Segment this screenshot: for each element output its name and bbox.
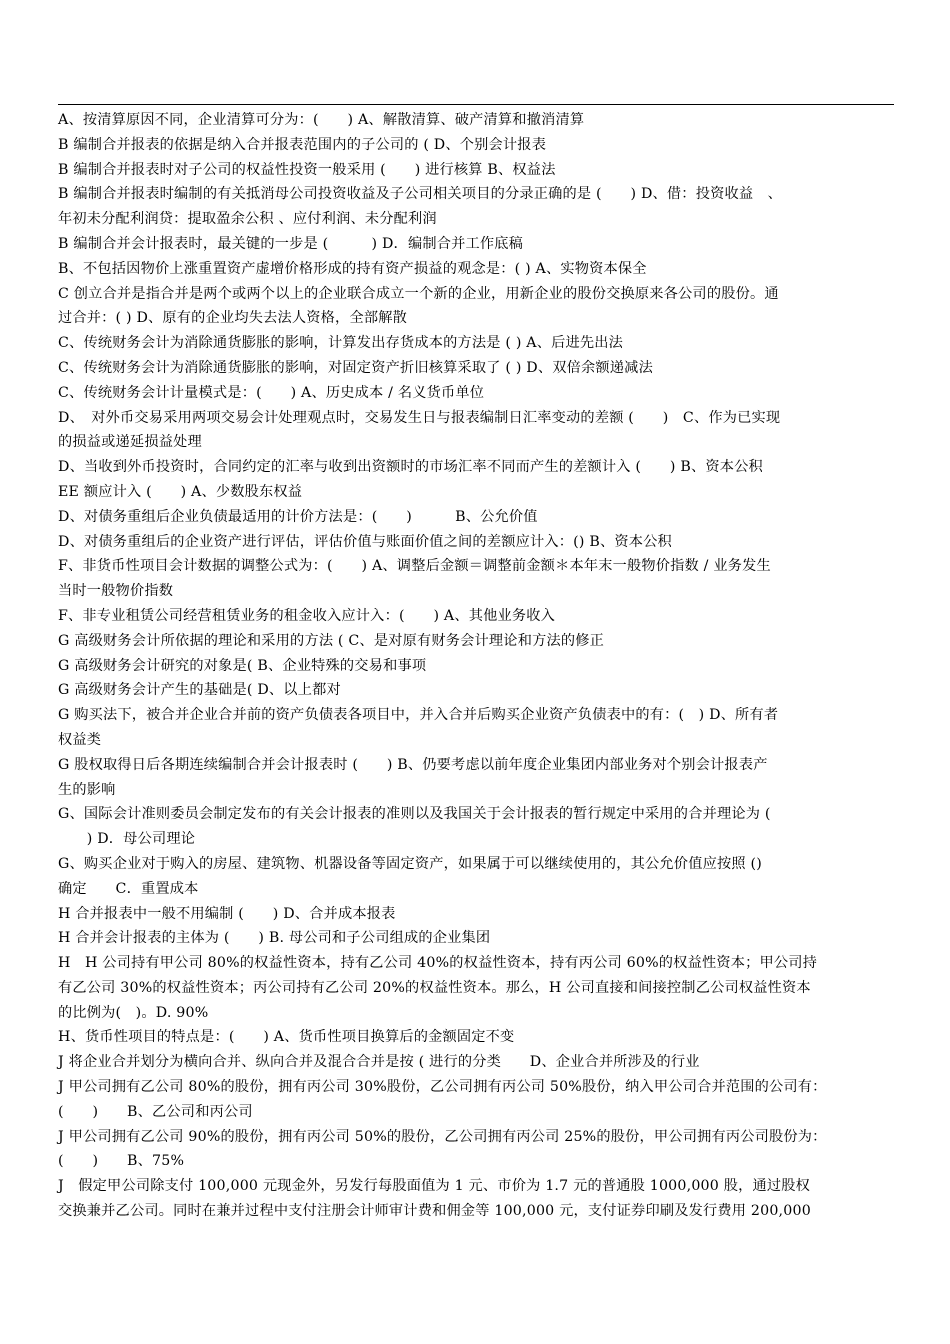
text-line: 确定 C．重置成本 bbox=[58, 880, 199, 897]
text-line: 年初未分配利润贷：提取盈余公积 、应付利润、未分配利润 bbox=[58, 211, 437, 228]
text-line: B、不包括因物价上涨重置资产虚增价格形成的持有资产损益的观念是：( ) A、实物资本保全 bbox=[58, 260, 647, 277]
text-line: 过合并：( ) D、原有的企业均失去法人资格，全部解散 bbox=[58, 310, 407, 327]
text-line: J 假定甲公司除支付 100,000 元现金外，另发行每股面值为 1 元、市价为 1.7 元的普通股 1000,000 股，通过股权 bbox=[58, 1178, 811, 1195]
text-line: EE 额应计入 ( ) A、少数股东权益 bbox=[58, 483, 303, 500]
text-line: B 编制合并报表时对子公司的权益性投资一般采用 ( ) 进行核算 B、权益法 bbox=[58, 161, 556, 178]
text-line: D、 对外币交易采用两项交易会计处理观点时，交易发生日与报表编制日汇率变动的差额 ( ) C、作为已实现 bbox=[58, 409, 781, 426]
text-line: G 购买法下，被合并企业合并前的资产负债表各项目中，并入合并后购买企业资产负债表中的有：( ) D、所有者 bbox=[58, 707, 779, 724]
text-line: H H 公司持有甲公司 80%的权益性资本，持有乙公司 40%的权益性资本，持有丙公司 60%的权益性资本；甲公司持 bbox=[58, 955, 818, 972]
text-line: B 编制合并报表的依据是纳入合并报表范围内的子公司的 ( D、个别会计报表 bbox=[58, 136, 547, 153]
text-line: ) D．母公司理论 bbox=[58, 831, 196, 848]
text-line: J 甲公司拥有乙公司 80%的股份，拥有丙公司 30%股份，乙公司拥有丙公司 50%股份，纳入甲公司合并范围的公司有： bbox=[58, 1079, 827, 1096]
text-line: A、按清算原因不同，企业清算可分为：( ) A、解散清算、破产清算和撤消清算 bbox=[58, 112, 585, 128]
text-line: J 将企业合并划分为横向合并、纵向合并及混合合并是按 ( 进行的分类 D、企业合并所涉及的行业 bbox=[58, 1054, 700, 1071]
text-line: ( ) B、75% bbox=[58, 1153, 185, 1170]
text-line: 的损益或递延损益处理 bbox=[58, 434, 202, 451]
text-line: 的比例为( )。D. 90% bbox=[58, 1004, 209, 1021]
text-line: 当时一般物价指数 bbox=[58, 583, 174, 600]
text-line: D、对债务重组后企业负债最适用的计价方法是：( ) B、公允价值 bbox=[58, 508, 538, 525]
text-line: H 合并报表中一般不用编制 ( ) D、合并成本报表 bbox=[58, 905, 396, 922]
text-line: G 高级财务会计产生的基础是( D、以上都对 bbox=[58, 682, 341, 699]
text-line: D、对债务重组后的企业资产进行评估，评估价值与账面价值之间的差额应计入：() B、资本公积 bbox=[58, 533, 672, 550]
text-line: C、传统财务会计为消除通货膨胀的影响，对固定资产折旧核算采取了 ( ) D、双倍余额递减法 bbox=[58, 359, 653, 376]
text-line: ( ) B、乙公司和丙公司 bbox=[58, 1103, 253, 1120]
text-line: 权益类 bbox=[58, 731, 102, 748]
text-line: G、国际会计准则委员会制定发布的有关会计报表的准则以及我国关于会计报表的暂行规定中采用的合并理论为 ( bbox=[58, 806, 771, 823]
text-line: F、非货币性项目会计数据的调整公式为：( ) A、调整后金额＝调整前金额＊本年末一般物价指数 / 业务发生 bbox=[58, 558, 771, 575]
text-line: C、传统财务会计计量模式是：( ) A、历史成本 / 名义货币单位 bbox=[58, 384, 485, 401]
text-line: G 股权取得日后各期连续编制合并会计报表时 ( ) B、仍要考虑以前年度企业集团内部业务对个别会计报表产 bbox=[58, 756, 768, 773]
text-line: F、非专业租赁公司经营租赁业务的租金收入应计入：( ) A、其他业务收入 bbox=[58, 607, 556, 624]
text-line: B 编制合并报表时编制的有关抵消母公司投资收益及子公司相关项目的分录正确的是 ( ) D、借：投资收益 、 bbox=[58, 186, 783, 203]
text-line: H 合并会计报表的主体为 ( ) B. 母公司和子公司组成的企业集团 bbox=[58, 930, 491, 947]
text-line: C、传统财务会计为消除通货膨胀的影响，计算发出存货成本的方法是 ( ) A、后进先出法 bbox=[58, 335, 624, 352]
header-rule bbox=[58, 104, 894, 105]
text-line: 交换兼并乙公司。同时在兼并过程中支付注册会计师审计费和佣金等 100,000 元，支付证券印刷及发行费用 200,000 bbox=[58, 1203, 811, 1220]
text-line: 有乙公司 30%的权益性资本；丙公司持有乙公司 20%的权益性资本。那么，H 公司直接和间接控制乙公司权益性资本 bbox=[58, 979, 811, 996]
text-line: G 高级财务会计所依据的理论和采用的方法 ( C、是对原有财务会计理论和方法的修正 bbox=[58, 632, 605, 649]
text-line: 生的影响 bbox=[58, 781, 116, 798]
text-line: C 创立合并是指合并是两个或两个以上的企业联合成立一个新的企业，用新企业的股份交换原来各公司的股份。通 bbox=[58, 285, 779, 302]
document-body bbox=[58, 108, 894, 1224]
text-line: G 高级财务会计研究的对象是( B、企业特殊的交易和事项 bbox=[58, 657, 427, 674]
text-line: H、货币性项目的特点是：( ) A、货币性项目换算后的金额固定不变 bbox=[58, 1029, 515, 1046]
text-line: B 编制合并会计报表时，最关键的一步是 ( ) D．编制合并工作底稿 bbox=[58, 235, 524, 252]
text-line: J 甲公司拥有乙公司 90%的股份，拥有丙公司 50%的股份，乙公司拥有丙公司 25%的股份，甲公司拥有丙公司股份为： bbox=[58, 1128, 827, 1145]
text-line: G、购买企业对于购入的房屋、建筑物、机器设备等固定资产，如果属于可以继续使用的，其公允价值应按照 () bbox=[58, 855, 762, 872]
text-line: D、当收到外币投资时，合同约定的汇率与收到出资额时的市场汇率不同而产生的差额计入 ( ) B、资本公积 bbox=[58, 459, 763, 476]
